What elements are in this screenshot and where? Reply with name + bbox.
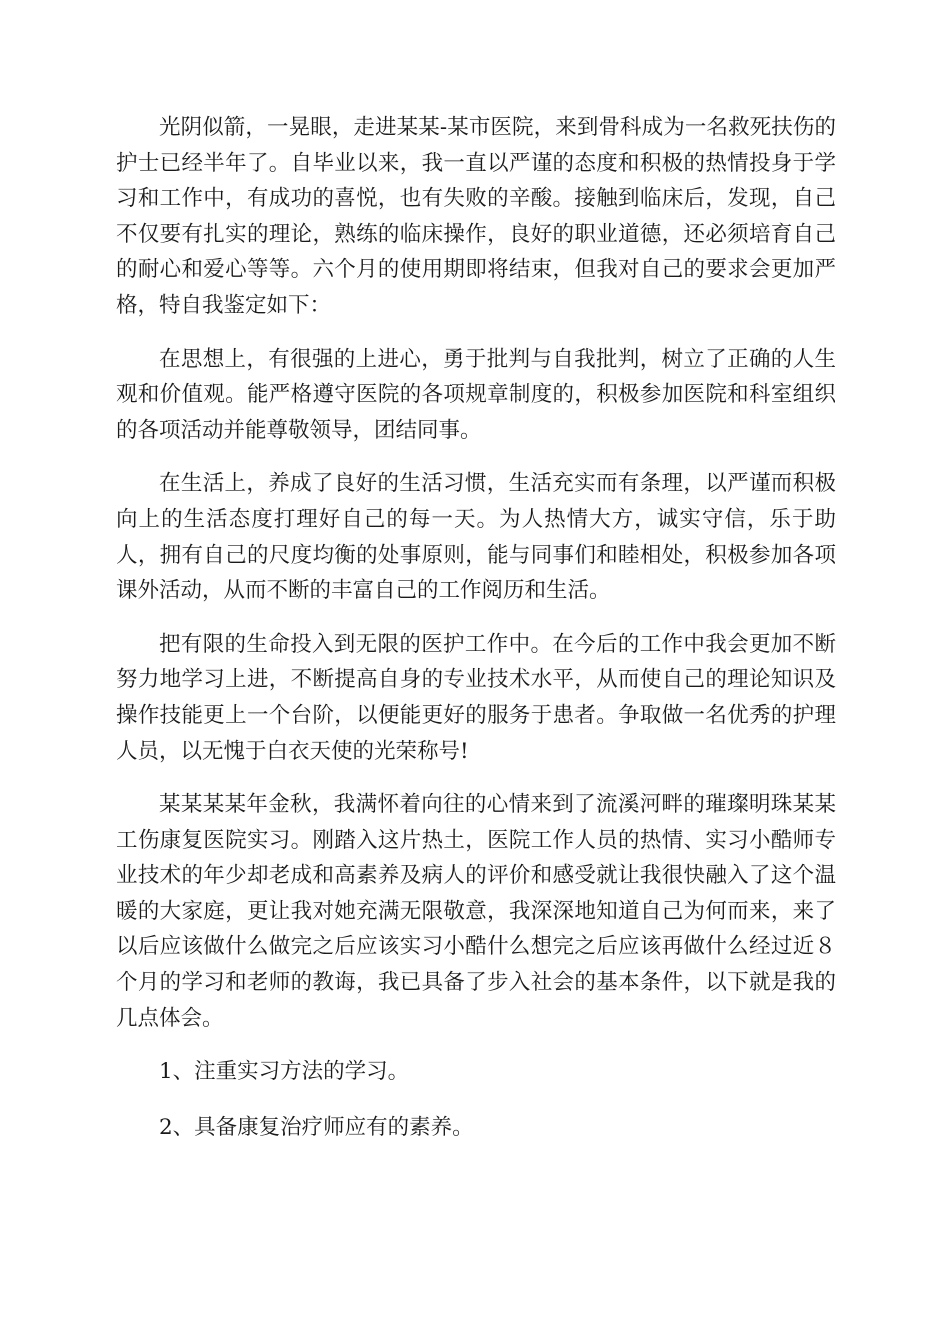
paragraph-internship: 某某某某年金秋，我满怀着向往的心情来到了流溪河畔的璀璨明珠某某工伤康复医院实习。刚踏入这片热土，医院工作人员的热情、实习小酷师专业技术的年少却老成和高素养及病人的评价和感受就让我很快融入了这个温暖的大家庭，更让我对她充满无限敬意，我深深地知道自己为何而来，来了以后应该做什么做完之后应该实习小酷什么想完之后应该再做什么经过近８个月的学习和老师的教诲，我已具备了步入社会的基本条件，以下就是我的几点体会。: [116, 792, 836, 1031]
paragraph-life: 在生活上，养成了良好的生活习惯，生活充实而有条理，以严谨而积极向上的生活态度打理好自己的每一天。为人热情大方，诚实守信，乐于助人，拥有自己的尺度均衡的处事原则，能与同事们和睦相处，积极参加各项课外活动，从而不断的丰富自己的工作阅历和生活。: [116, 471, 836, 604]
paragraph-future: 把有限的生命投入到无限的医护工作中。在今后的工作中我会更加不断努力地学习上进，不断提高自身的专业技术水平，从而使自己的理论知识及操作技能更上一个台阶，以便能更好的服务于患者。争取做一名优秀的护理人员，以无愧于白衣天使的光荣称号!: [116, 631, 836, 764]
list-item-1: 1、注重实习方法的学习。: [159, 1059, 410, 1085]
paragraph-ideology: 在思想上，有很强的上进心，勇于批判与自我批判，树立了正确的人生观和价值观。能严格遵守医院的各项规章制度的，积极参加医院和科室组织的各项活动并能尊敬领导，团结同事。: [116, 346, 836, 443]
paragraph-intro: 光阴似箭，一晃眼，走进某某-某市医院，来到骨科成为一名救死扶伤的护士已经半年了。自毕业以来，我一直以严谨的态度和积极的热情投身于学习和工作中，有成功的喜悦，也有失败的辛酸。接触到临床后，发现，自己不仅要有扎实的理论，熟练的临床操作，良好的职业道德，还必须培育自己的耐心和爱心等等。六个月的使用期即将结束，但我对自己的要求会更加严格，特自我鉴定如下：: [116, 115, 836, 318]
list-item-2: 2、具备康复治疗师应有的素养。: [159, 1114, 474, 1140]
document-page: [116, 110, 836, 1165]
